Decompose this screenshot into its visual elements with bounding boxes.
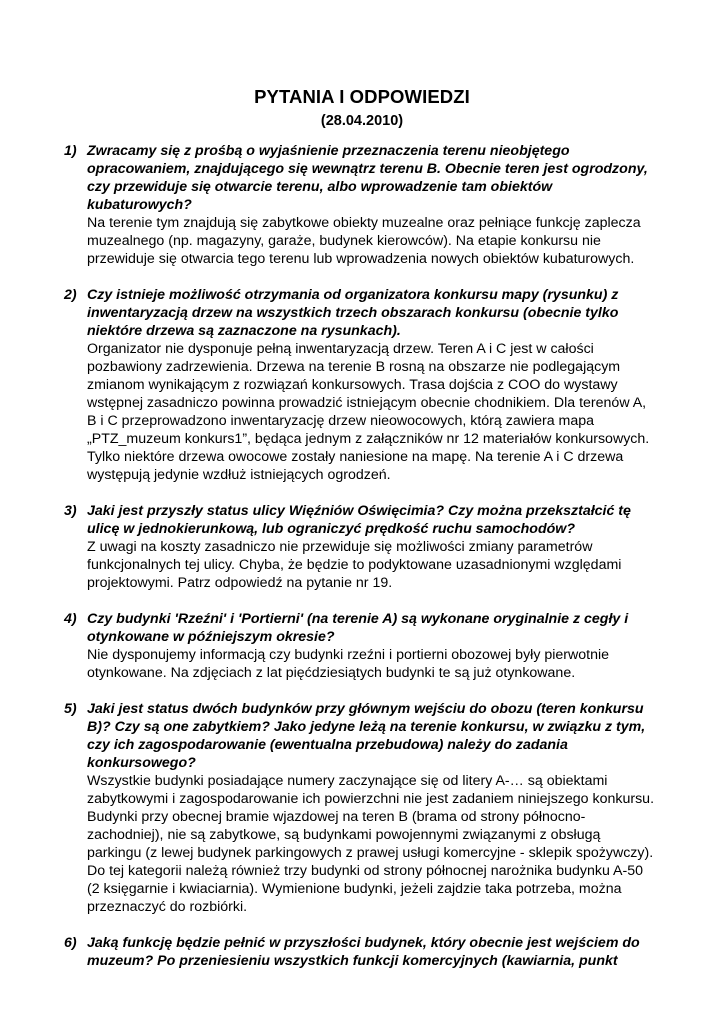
- question-text: Zwracamy się z prośbą o wyjaśnienie przeznaczenia terenu nieobjętego opracowaniem, znajdującego się wewnątrz terenu B. Obecnie teren jest ogrodzony, czy przewiduje się otwarcie terenu, albo wprowadzenie tam obiektów kubaturowych?: [87, 143, 648, 213]
- qa-list: [64, 142, 654, 988]
- qa-number: 3): [64, 503, 77, 519]
- answer-text: Wszystkie budynki posiadające numery zaczynające się od litery A-… są obiektami zabytkowymi i zagospodarowanie ich powierzchni nie jest zadaniem niniejszego konkursu. Budynki przy obecnej bramie wjazdowej na teren B (brama od strony północno-zachodniej), nie są zabytkowe, są budynkami powojennymi związanymi z obsługą parkingu (z lewej budynek parkingowych z prawej usługi komercyjne - sklepik spożywczy). Do tej kategorii należą również trzy budynki od strony północnej narożnika budynku A-50 (2 księgarnie i kwiaciarnia). Wymienione budynki, jeżeli zajdzie taka potrzeba, można przeznaczyć do rozbiórki.: [87, 773, 655, 915]
- qa-number: 4): [64, 611, 77, 627]
- qa-item: [64, 610, 654, 682]
- page-title: PYTANIA I ODPOWIEDZI: [254, 86, 470, 107]
- document-date: (28.04.2010): [320, 113, 404, 129]
- qa-number: 6): [64, 935, 77, 951]
- question-text: Jaką funkcję będzie pełnić w przyszłości budynek, który obecnie jest wejściem do muzeum? Po przeniesieniu wszystkich funkcji komercyjnych (kawiarnia, punkt: [87, 935, 640, 969]
- question-text: Jaki jest przyszły status ulicy Więźniów Oświęcimia? Czy można przekształcić tę ulicę w jednokierunkową, lub ograniczyć prędkość ruchu samochodów?: [87, 503, 631, 537]
- qa-number: 5): [64, 701, 77, 717]
- qa-item: [64, 286, 654, 484]
- qa-item: [64, 934, 654, 970]
- question-text: Czy budynki 'Rzeźni' i 'Portierni' (na terenie A) są wykonane oryginalnie z cegły i otynkowane w późniejszym okresie?: [87, 611, 629, 645]
- question-text: Jaki jest status dwóch budynków przy głównym wejściu do obozu (teren konkursu B)? Czy są one zabytkiem? Jako jedyne leżą na terenie konkursu, w związku z tym, czy ich zagospodarowanie (ewentualna przebudowa) należy do zadania konkursowego?: [87, 701, 646, 771]
- answer-text: Na terenie tym znajdują się zabytkowe obiekty muzealne oraz pełniące funkcję zaplecza muzealnego (np. magazyny, garaże, budynek kierowców). Na etapie konkursu nie przewiduje się otwarcia tego terenu lub wprowadzenia nowych obiektów kubaturowych.: [87, 215, 641, 267]
- qa-number: 1): [64, 143, 77, 159]
- answer-text: Organizator nie dysponuje pełną inwentaryzacją drzew. Teren A i C jest w całości pozbawiony zadrzewienia. Drzewa na terenie B rosną na obszarze nie podlegającym zmianom wynikającym z rozwiązań konkursowych. Trasa dojścia z COO do wystawy wstępnej zasadniczo powinna prowadzić istniejącym obecnie chodnikiem. Dla terenów A, B i C przeprowadzono inwentaryzację drzew nieowocowych, którą zawiera mapa „PTZ_muzeum konkurs1”, będąca jednym z załączników nr 12 materiałów konkursowych. Tylko niektóre drzewa owocowe zostały naniesione na mapę. Na terenie A i C drzewa występują jedynie wzdłuż istniejących ogrodzeń.: [87, 341, 650, 483]
- qa-item: [64, 142, 654, 268]
- question-text: Czy istnieje możliwość otrzymania od organizatora konkursu mapy (rysunku) z inwentaryzacją drzew na wszystkich trzech obszarach konkursu (obecnie tylko niektóre drzewa są zaznaczone na rysunkach).: [87, 287, 619, 339]
- answer-text: Z uwagi na koszty zasadniczo nie przewiduje się możliwości zmiany parametrów funkcjonalnych tej ulicy. Chyba, że będzie to podyktowane uzasadnionymi względami projektowymi. Patrz odpowiedź na pytanie nr 19.: [87, 539, 622, 591]
- answer-text: Nie dysponujemy informacją czy budynki rzeźni i portierni obozowej były pierwotnie otynkowane. Na zdjęciach z lat pięćdziesiątych budynki te są już otynkowane.: [87, 647, 610, 681]
- qa-number: 2): [64, 287, 77, 303]
- qa-item: [64, 502, 654, 592]
- qa-item: [64, 700, 654, 916]
